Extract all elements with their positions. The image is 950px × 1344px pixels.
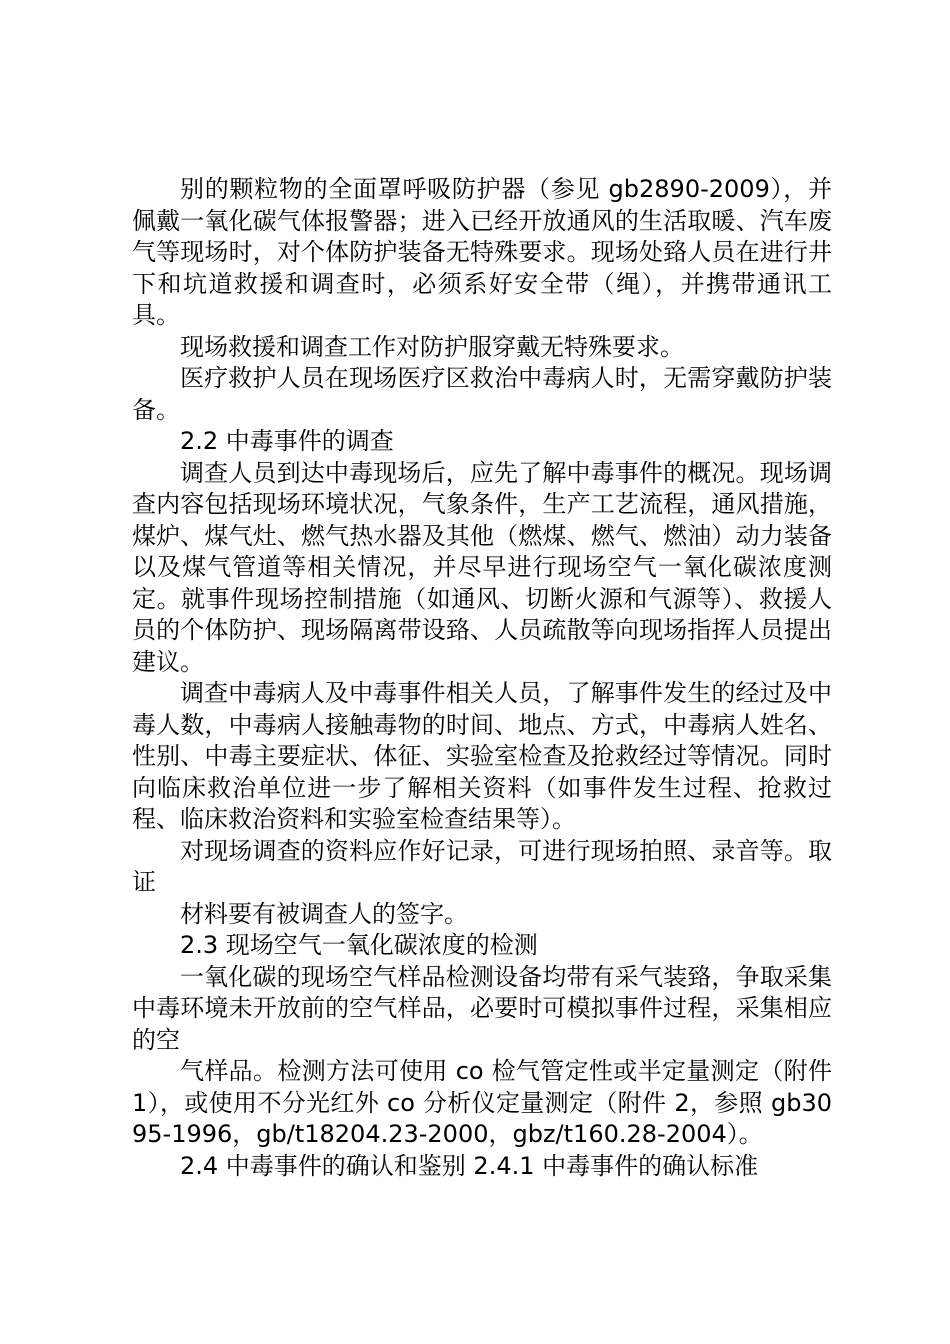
paragraph-patient-investigation: 调查中毒病人及中毒事件相关人员，了解事件发生的经过及中毒人数，中毒病人接触毒物的时间、地点、方式，中毒病人姓名、性别、中毒主要症状、体征、实验室检查及抢救经过等情况。同时向临床救治单位进一步了解相关资料（如事件发生过程、抢救过程、临床救治资料和实验室检查结果等）。 bbox=[132, 679, 832, 833]
paragraph-site-investigation: 调查人员到达中毒现场后，应先了解中毒事件的概况。现场调查内容包括现场环境状况，气象条件，生产工艺流程，通风措施，煤炉、煤气灶、燃气热水器及其他（燃煤、燃气、燃油）动力装备以及煤气管道等相关情况，并尽早进行现场空气一氧化碳浓度测定。就事件现场控制措施（如通风、切断火源和气源等）、救援人员的个体防护、现场隔离带设臵、人员疏散等向现场指挥人员提出建议。 bbox=[132, 458, 832, 676]
section-heading-2-2: 2.2 中毒事件的调查 bbox=[180, 427, 394, 455]
paragraph-medical-staff: 医疗救护人员在现场医疗区救治中毒病人时，无需穿戴防护装备。 bbox=[132, 364, 832, 424]
paragraph-respirator-requirements: 别的颗粒物的全面罩呼吸防护器（参见 gb2890-2009），并佩戴一氧化碳气体报警器；进入已经开放通风的生活取暖、汽车废气等现场时，对个体防护装备无特殊要求。现场处臵人员在进行井下和坑道救援和调查时，必须系好安全带（绳），并携带通讯工具。 bbox=[132, 175, 832, 329]
paragraph-records: 对现场调查的资料应作好记录，可进行现场拍照、录音等。取证 bbox=[132, 836, 832, 896]
paragraph-signature: 材料要有被调查人的签字。 bbox=[180, 899, 468, 928]
section-heading-2-4: 2.4 中毒事件的确认和鉴别 2.4.1 中毒事件的确认标准 bbox=[180, 1151, 759, 1180]
paragraph-sampling: 一氧化碳的现场空气样品检测设备均带有采气装臵，争取采集中毒环境未开放前的空气样品，必要时可模拟事件过程，采集相应的空 bbox=[132, 962, 832, 1054]
document-body bbox=[132, 174, 832, 1182]
paragraph-detection-methods: 气样品。检测方法可使用 co 检气管定性或半定量测定（附件 1），或使用不分光红外 co 分析仪定量测定（附件 2，参照 gb3095-1996，gb/t18204.23-2000，gbz/t160.28-2004）。 bbox=[132, 1057, 832, 1148]
section-heading-2-3: 2.3 现场空气一氧化碳浓度的检测 bbox=[180, 931, 538, 959]
paragraph-protective-clothing: 现场救援和调查工作对防护服穿戴无特殊要求。 bbox=[180, 332, 684, 361]
